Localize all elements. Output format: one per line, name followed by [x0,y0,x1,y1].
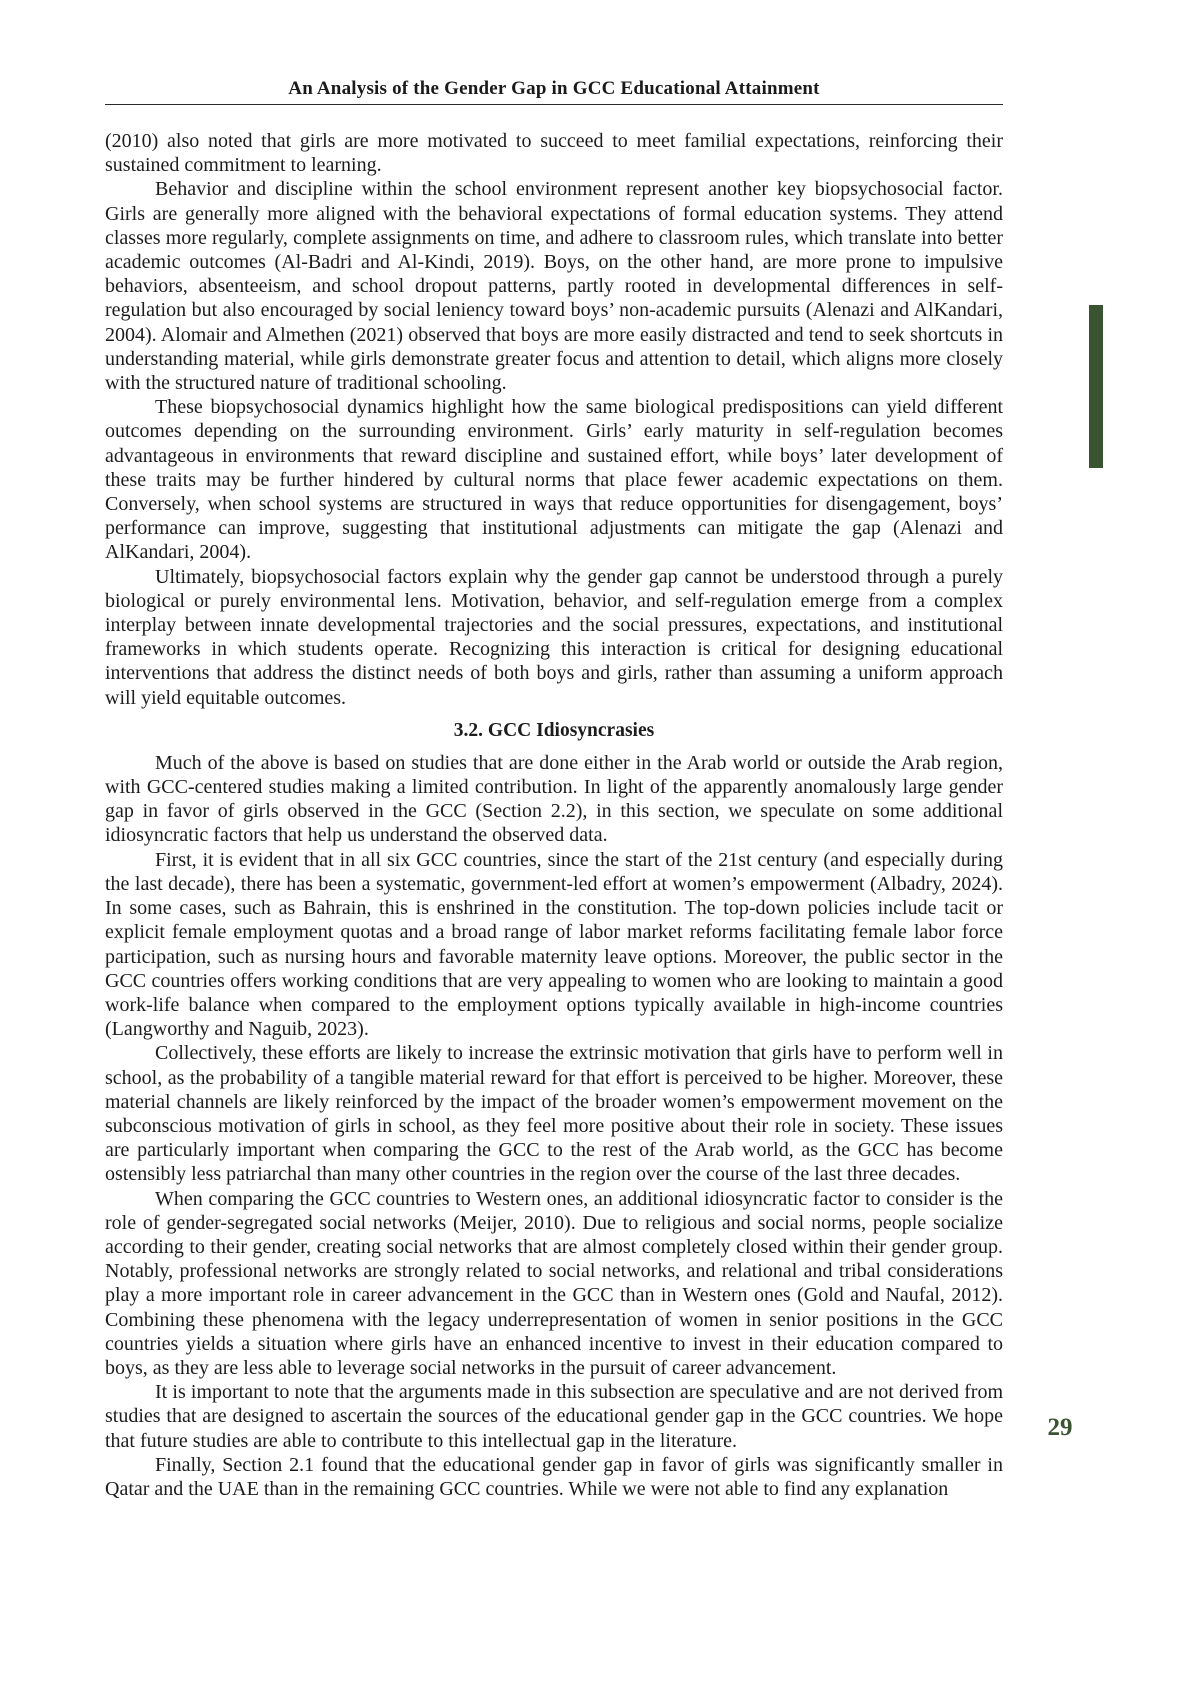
paragraph: It is important to note that the arguments made in this subsection are speculative and are not derived from studies that are designed to ascertain the sources of the educational gender gap in the GCC countries. We hope that future studies are able to contribute to this intellectual gap in the literature. [105,1381,1003,1452]
paragraph: (2010) also noted that girls are more motivated to succeed to meet familial expectations, reinforcing their sustained commitment to learning. [105,130,1003,177]
page-number: 29 [1047,1414,1073,1441]
header-rule [105,104,1003,105]
paragraph: Finally, Section 2.1 found that the educational gender gap in favor of girls was significantly smaller in Qatar and the UAE than in the remaining GCC countries. While we were not able to find any explanation [105,1453,1003,1500]
paragraph: Ultimately, biopsychosocial factors explain why the gender gap cannot be understood through a purely biological or purely environmental lens. Motivation, behavior, and self-regulation emerge from a complex interplay between innate developmental trajectories and the social pressures, expectations, and institutional frameworks in which students operate. Recognizing this interaction is critical for designing educational interventions that address the distinct needs of both boys and girls, rather than assuming a uniform approach will yield equitable outcomes. [105,565,1003,709]
paragraph: These biopsychosocial dynamics highlight how the same biological predispositions can yield different outcomes depending on the surrounding environment. Girls’ early maturity in self-regulation becomes advantageous in environments that reward discipline and sustained effort, while boys’ later development of these traits may be further hindered by cultural norms that place fewer academic expectations on them. Conversely, when school systems are structured in ways that reduce opportunities for disengagement, boys’ performance can improve, suggesting that institutional adjustments can mitigate the gap (Alenazi and AlKandari, 2004). [105,396,1003,564]
paragraph: Much of the above is based on studies that are done either in the Arab world or outside the Arab region, with GCC-centered studies making a limited contribution. In light of the apparently anomalously large gender gap in favor of girls observed in the GCC (Section 2.2), in this section, we speculate on some additional idiosyncratic factors that help us understand the observed data. [105,751,1003,847]
paragraph: When comparing the GCC countries to Western ones, an additional idiosyncratic factor to consider is the role of gender-segregated social networks (Meijer, 2010). Due to religious and social norms, people socialize according to their gender, creating social networks that are almost completely closed within their gender group. Notably, professional networks are strongly related to social networks, and relational and tribal considerations play a more important role in career advancement in the GCC than in Western ones (Gold and Naufal, 2012). Combining these phenomena with the legacy underrepresentation of women in senior positions in the GCC countries yields a situation where girls have an enhanced incentive to invest in their education compared to boys, as they are less able to leverage social networks in the pursuit of career advancement. [105,1187,1003,1379]
section-heading: 3.2. GCC Idiosyncrasies [453,719,655,741]
paragraph: Collectively, these efforts are likely to increase the extrinsic motivation that girls have to perform well in school, as the probability of a tangible material reward for that effort is perceived to be higher. Moreover, these material channels are likely reinforced by the impact of the broader women’s empowerment movement on the subconscious motivation of girls in school, as they feel more positive about their role in society. These issues are particularly important when comparing the GCC to the rest of the Arab world, as the GCC has become ostensibly less patriarchal than many other countries in the region over the course of the last three decades. [105,1042,1003,1186]
chapter-tab-marker [1089,305,1103,468]
paragraph: First, it is evident that in all six GCC countries, since the start of the 21st century (and especially during the last decade), there has been a systematic, government-led effort at women’s empowerment (Albadry, 2024). In some cases, such as Bahrain, this is enshrined in the constitution. The top-down policies include tacit or explicit female employment quotas and a broad range of labor market reforms facilitating female labor force participation, such as nursing hours and favorable maternity leave options. Moreover, the public sector in the GCC countries offers working conditions that are very appealing to women who are looking to maintain a good work-life balance when compared to the employment options typically available in high-income countries (Langworthy and Naguib, 2023). [105,848,1003,1041]
page-body [105,129,1003,1501]
paragraph: Behavior and discipline within the school environment represent another key biopsychosocial factor. Girls are generally more aligned with the behavioral expectations of formal education systems. They attend classes more regularly, complete assignments on time, and adhere to classroom rules, which translate into better academic outcomes (Al-Badri and Al-Kindi, 2019). Boys, on the other hand, are more prone to impulsive behaviors, absenteeism, and school dropout patterns, partly rooted in developmental differences in self-regulation but also encouraged by social leniency toward boys’ non-academic pursuits (Alenazi and AlKandari, 2004). Alomair and Almethen (2021) observed that boys are more easily distracted and tend to seek shortcuts in understanding material, while girls demonstrate greater focus and attention to detail, which aligns more closely with the structured nature of traditional schooling. [105,178,1003,395]
header-title: An Analysis of the Gender Gap in GCC Educational Attainment [288,78,820,99]
running-header [105,78,1003,100]
